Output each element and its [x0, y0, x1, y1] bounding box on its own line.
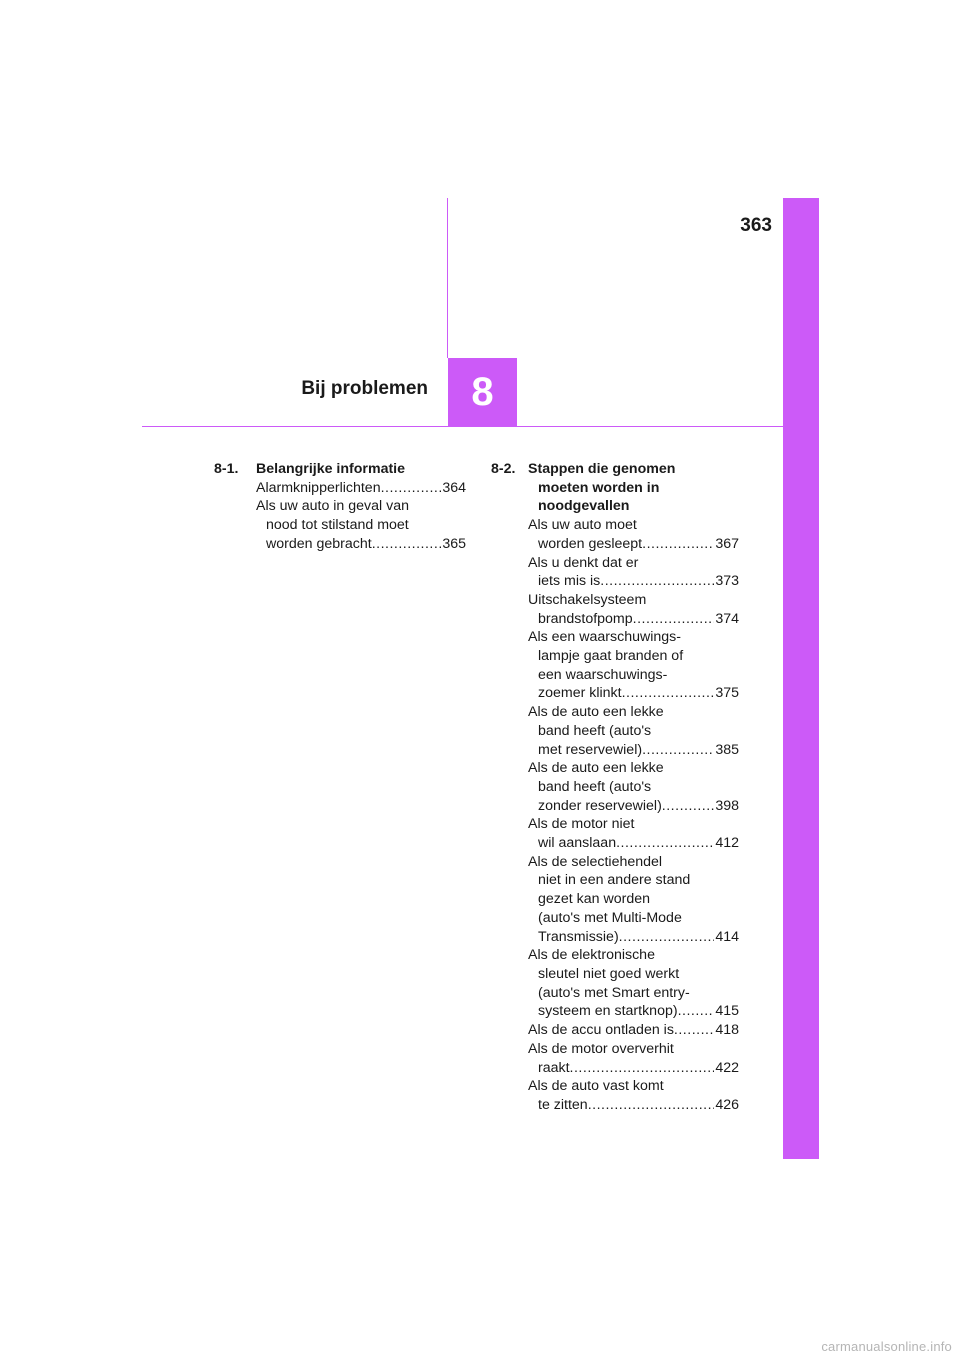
- toc-entry[interactable]: [528, 516, 739, 553]
- toc-entry-text: sleutel niet goed werkt: [538, 965, 680, 982]
- toc-entry[interactable]: [528, 946, 739, 1021]
- toc-entry[interactable]: [528, 853, 739, 947]
- toc-entry-page: 426: [715, 1096, 739, 1113]
- toc-entry-row: [528, 1096, 739, 1115]
- toc-entry-text: met reservewiel): [538, 741, 643, 758]
- toc-entry-page: 418: [715, 1022, 739, 1039]
- toc-entry[interactable]: [528, 628, 739, 703]
- toc-entry-page: 375: [715, 685, 739, 702]
- dot-leader: [642, 535, 714, 554]
- dot-leader: [619, 928, 715, 947]
- toc-entry-text: brandstofpomp: [538, 610, 633, 627]
- toc-entry-text: Transmissie): [538, 928, 619, 945]
- toc-entry[interactable]: [256, 497, 466, 553]
- section-title-line: moeten worden in: [538, 479, 660, 496]
- section-title: [528, 460, 739, 516]
- toc-entry-row: [528, 684, 739, 703]
- section-number: 8-1.: [214, 461, 239, 477]
- toc-entry-row: [528, 741, 739, 760]
- toc-entry-text: niet in een andere stand: [538, 872, 691, 889]
- toc-entry-text: worden gesleept: [538, 535, 643, 552]
- toc-entry-text: gezet kan worden: [538, 891, 650, 908]
- dot-leader: [633, 610, 715, 629]
- page-number: 363: [740, 215, 772, 236]
- toc-entry-page: 364: [442, 479, 466, 496]
- toc-entry-row: [528, 797, 739, 816]
- toc-entry-page: 365: [442, 535, 466, 552]
- toc-entry[interactable]: [528, 759, 739, 815]
- dot-leader: [678, 1002, 715, 1021]
- toc-entry[interactable]: [528, 1077, 739, 1114]
- toc-entry-text: Als de auto een lekke: [528, 704, 664, 721]
- toc-entry-row: [528, 610, 739, 629]
- section-title-line: Stappen die genomen: [528, 461, 676, 477]
- toc-entry-text: band heeft (auto's: [538, 778, 652, 795]
- toc-entry-text: Als de auto een lekke: [528, 760, 664, 777]
- toc-entry-page: 398: [715, 797, 739, 814]
- toc-entry[interactable]: [528, 703, 739, 759]
- chapter-side-tab: [783, 198, 819, 1159]
- toc-entry-text: Als een waarschuwings-: [528, 629, 681, 646]
- toc-entry-text: Als de elektronische: [528, 947, 655, 964]
- toc-entry-page: 373: [715, 573, 739, 590]
- dot-leader: [674, 1021, 714, 1040]
- section-heading: [491, 460, 739, 516]
- toc-entry-text: Als uw auto moet: [528, 517, 637, 534]
- toc-entry-text: Alarmknipperlichten: [256, 479, 381, 496]
- dot-leader: [662, 797, 715, 816]
- toc-entry-text: zonder reservewiel): [538, 797, 662, 814]
- toc-entry-text: Als de motor oververhit: [528, 1040, 674, 1057]
- dot-leader: [372, 535, 442, 554]
- toc-entry-page: 412: [715, 835, 739, 852]
- dot-leader: [616, 834, 714, 853]
- toc-entry-text: Als de selectiehendel: [528, 853, 663, 870]
- toc-entry-row: [528, 1059, 739, 1078]
- toc-section: [214, 460, 466, 554]
- toc-entry-text: Als u denkt dat er: [528, 554, 639, 571]
- watermark: carmanualsonline.info: [821, 1339, 952, 1354]
- toc-entry[interactable]: [528, 591, 739, 628]
- toc-entry[interactable]: [528, 815, 739, 852]
- toc-entry-text: lampje gaat branden of: [538, 648, 684, 665]
- toc-entry-page: 385: [715, 741, 739, 758]
- toc-entry-row: [528, 1002, 739, 1021]
- toc-entry-text: Als uw auto in geval van: [256, 498, 410, 515]
- toc-entry-row: [528, 834, 739, 853]
- toc-entry-page: 422: [715, 1059, 739, 1076]
- toc-entry[interactable]: [528, 1040, 739, 1077]
- toc-entry-row: [528, 572, 739, 591]
- toc-entry-text: zoemer klinkt: [538, 685, 622, 702]
- dot-leader: [642, 741, 714, 760]
- section-title-line: noodgevallen: [538, 498, 630, 515]
- toc-entry-text: nood tot stilstand moet: [266, 517, 409, 534]
- toc-entry-text: worden gebracht: [266, 535, 372, 552]
- toc-entry-page: 374: [715, 610, 739, 627]
- dot-leader: [570, 1059, 715, 1078]
- section-title: [256, 460, 466, 479]
- dot-leader: [600, 572, 714, 591]
- toc-entry-text: iets mis is: [538, 573, 601, 590]
- toc-entry-text: Als de motor niet: [528, 816, 635, 833]
- toc-entry-text: (auto's met Multi-Mode: [538, 909, 682, 926]
- toc-entry-page: 415: [715, 1003, 739, 1020]
- toc-entry-text: band heeft (auto's: [538, 722, 652, 739]
- vertical-divider: [447, 198, 448, 358]
- dot-leader: [381, 479, 442, 498]
- chapter-number-badge: 8: [448, 358, 517, 427]
- toc-entry-row: [256, 479, 466, 498]
- dot-leader: [622, 684, 715, 703]
- toc-entry-row: [528, 928, 739, 947]
- toc-entry-text: (auto's met Smart entry-: [538, 984, 690, 1001]
- toc-entry[interactable]: [256, 479, 466, 498]
- toc-entry-page: 414: [715, 928, 739, 945]
- dot-leader: [588, 1096, 715, 1115]
- toc-entries: [256, 479, 466, 554]
- toc-entry-text: Uitschakelsysteem: [528, 591, 647, 608]
- toc-entry-text: Als de accu ontladen is: [528, 1022, 674, 1039]
- toc-entry-text: wil aanslaan: [538, 835, 617, 852]
- section-title-line: Belangrijke informatie: [256, 461, 406, 477]
- section-heading: [214, 460, 466, 479]
- toc-entry-text: systeem en startknop): [538, 1003, 678, 1020]
- toc-entry-text: Als de auto vast komt: [528, 1078, 664, 1095]
- section-number: 8-2.: [491, 461, 516, 477]
- chapter-title: Bij problemen: [301, 378, 428, 399]
- toc-entry-text: raakt: [538, 1059, 570, 1076]
- toc-entry[interactable]: [528, 1021, 739, 1040]
- toc-entry-page: 367: [715, 535, 739, 552]
- toc-entry-row: [528, 535, 739, 554]
- toc-entry-text: een waarschuwings-: [538, 666, 668, 683]
- toc-entries: [528, 516, 739, 1115]
- toc-section: [491, 460, 739, 1115]
- toc-entry[interactable]: [528, 554, 739, 591]
- toc-entry-row: [256, 535, 466, 554]
- toc-entry-text: te zitten: [538, 1096, 588, 1113]
- toc-entry-row: [528, 1021, 739, 1040]
